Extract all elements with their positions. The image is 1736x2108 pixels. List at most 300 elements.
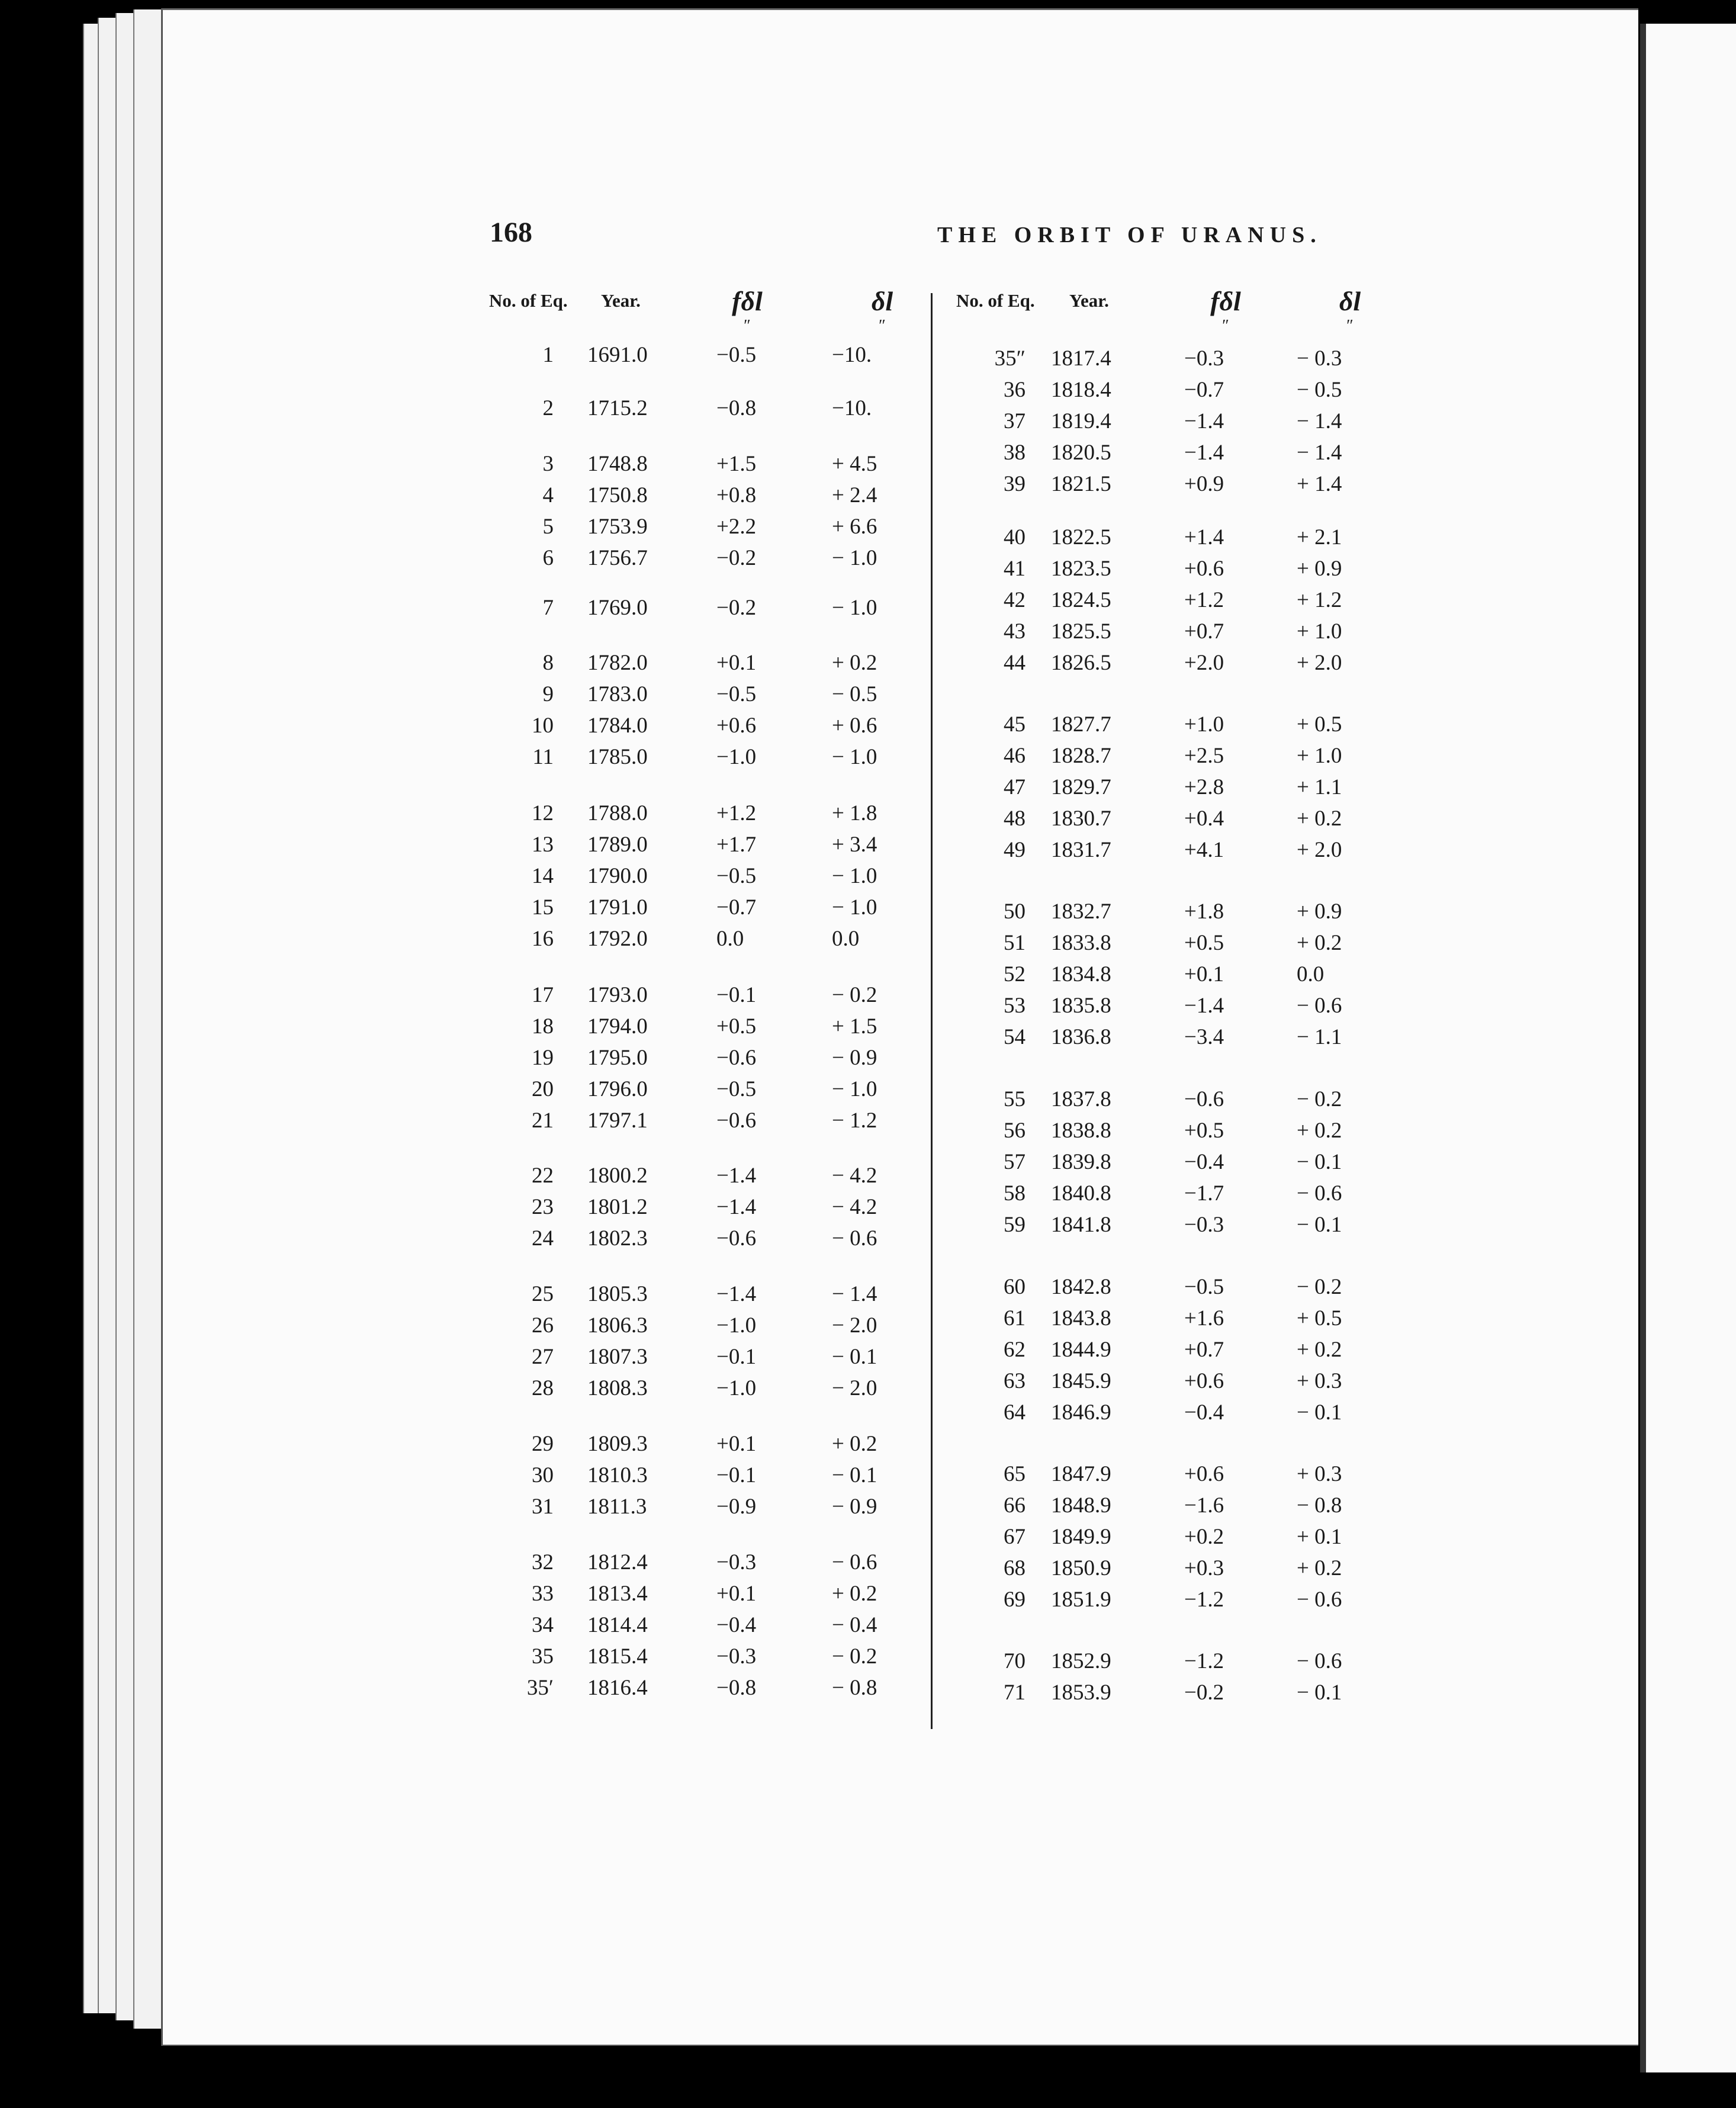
delta-l-cell: + 3.4 bbox=[832, 833, 877, 857]
delta-l-cell: + 0.2 bbox=[1297, 806, 1342, 831]
f-delta-l-cell: +0.3 bbox=[1184, 1556, 1224, 1580]
f-delta-l-cell: −0.1 bbox=[716, 983, 757, 1007]
eq-number-cell: 33 bbox=[532, 1582, 554, 1606]
eq-number-cell: 19 bbox=[532, 1046, 554, 1070]
delta-l-cell: + 0.1 bbox=[1297, 1525, 1342, 1549]
delta-l-cell: + 1.5 bbox=[832, 1014, 877, 1039]
year-cell: 1801.2 bbox=[587, 1195, 648, 1219]
year-cell: 1811.3 bbox=[587, 1495, 647, 1519]
f-delta-l-cell: −0.6 bbox=[1184, 1087, 1224, 1111]
year-cell: 1844.9 bbox=[1051, 1338, 1111, 1362]
eq-number-cell: 52 bbox=[1004, 962, 1025, 986]
f-delta-l-cell: +0.8 bbox=[716, 483, 757, 507]
delta-l-cell: + 0.5 bbox=[1297, 712, 1342, 737]
f-delta-l-cell: −0.5 bbox=[716, 343, 757, 367]
page-header bbox=[329, 216, 1335, 258]
f-delta-l-cell: +1.6 bbox=[1184, 1306, 1224, 1331]
f-delta-l-cell: −0.2 bbox=[1184, 1680, 1224, 1705]
delta-l-cell: −10. bbox=[832, 343, 872, 367]
f-delta-l-cell: +1.7 bbox=[716, 833, 757, 857]
delta-l-cell: + 4.5 bbox=[832, 452, 877, 476]
eq-number-cell: 48 bbox=[1004, 806, 1025, 831]
delta-l-cell: − 1.1 bbox=[1297, 1025, 1342, 1049]
year-cell: 1807.3 bbox=[587, 1345, 648, 1369]
year-cell: 1782.0 bbox=[587, 651, 648, 675]
eq-number-cell: 40 bbox=[1004, 525, 1025, 550]
delta-l-cell: − 1.2 bbox=[832, 1108, 877, 1133]
eq-number-cell: 32 bbox=[532, 1550, 554, 1574]
f-delta-l-cell: −1.4 bbox=[716, 1195, 757, 1219]
eq-number-cell: 64 bbox=[1004, 1400, 1025, 1425]
eq-number-cell: 37 bbox=[1004, 409, 1025, 433]
delta-l-cell: + 0.3 bbox=[1297, 1462, 1342, 1486]
eq-number-cell: 50 bbox=[1004, 899, 1025, 924]
f-delta-l-cell: −0.3 bbox=[716, 1644, 757, 1669]
eq-number-cell: 56 bbox=[1004, 1119, 1025, 1143]
delta-l-cell: + 0.5 bbox=[1297, 1306, 1342, 1331]
f-delta-l-cell: +0.6 bbox=[716, 714, 757, 738]
f-delta-l-cell: −1.2 bbox=[1184, 1649, 1224, 1673]
year-cell: 1832.7 bbox=[1051, 899, 1111, 924]
delta-l-cell: − 1.4 bbox=[1297, 409, 1342, 433]
delta-l-cell: − 0.6 bbox=[1297, 994, 1342, 1018]
f-delta-l-cell: −0.7 bbox=[1184, 378, 1224, 402]
year-cell: 1826.5 bbox=[1051, 651, 1111, 675]
eq-number-cell: 4 bbox=[542, 483, 554, 507]
year-cell: 1812.4 bbox=[587, 1550, 648, 1574]
delta-l-cell: − 0.1 bbox=[832, 1463, 877, 1487]
year-cell: 1817.4 bbox=[1051, 346, 1111, 371]
delta-l-cell: + 1.8 bbox=[832, 801, 877, 825]
f-delta-l-cell: +0.5 bbox=[1184, 1119, 1224, 1143]
delta-l-cell: + 1.1 bbox=[1297, 775, 1342, 799]
eq-number-cell: 20 bbox=[532, 1077, 554, 1101]
eq-number-cell: 67 bbox=[1004, 1525, 1025, 1549]
delta-l-cell: + 6.6 bbox=[832, 515, 877, 539]
eq-number-cell: 17 bbox=[532, 983, 554, 1007]
eq-number-cell: 42 bbox=[1004, 588, 1025, 612]
header-year: Year. bbox=[601, 290, 641, 311]
year-cell: 1830.7 bbox=[1051, 806, 1111, 831]
eq-number-cell: 23 bbox=[532, 1195, 554, 1219]
f-delta-l-cell: −0.1 bbox=[716, 1463, 757, 1487]
delta-l-cell: − 0.2 bbox=[832, 983, 877, 1007]
eq-number-cell: 16 bbox=[532, 927, 554, 951]
eq-number-cell: 66 bbox=[1004, 1493, 1025, 1518]
f-delta-l-cell: −1.6 bbox=[1184, 1493, 1224, 1518]
seconds-mark: ″ bbox=[1346, 317, 1354, 335]
f-delta-l-cell: +0.1 bbox=[1184, 962, 1224, 986]
year-cell: 1841.8 bbox=[1051, 1213, 1111, 1237]
f-delta-l-cell: +1.2 bbox=[1184, 588, 1224, 612]
delta-l-cell: − 0.6 bbox=[1297, 1181, 1342, 1206]
year-cell: 1838.8 bbox=[1051, 1119, 1111, 1143]
eq-number-cell: 44 bbox=[1004, 651, 1025, 675]
f-delta-l-cell: +0.5 bbox=[716, 1014, 757, 1039]
f-delta-l-cell: +1.2 bbox=[716, 801, 757, 825]
eq-number-cell: 47 bbox=[1004, 775, 1025, 799]
delta-l-cell: − 1.0 bbox=[832, 596, 877, 620]
year-cell: 1828.7 bbox=[1051, 744, 1111, 768]
delta-l-cell: − 1.4 bbox=[1297, 441, 1342, 465]
year-cell: 1791.0 bbox=[587, 895, 648, 920]
facing-page-edge bbox=[1640, 24, 1736, 2072]
f-delta-l-cell: −0.4 bbox=[1184, 1150, 1224, 1174]
f-delta-l-cell: −0.5 bbox=[1184, 1275, 1224, 1299]
eq-number-cell: 6 bbox=[542, 546, 554, 570]
delta-l-cell: − 0.5 bbox=[1297, 378, 1342, 402]
f-delta-l-cell: +0.6 bbox=[1184, 557, 1224, 581]
year-cell: 1809.3 bbox=[587, 1432, 648, 1456]
year-cell: 1815.4 bbox=[587, 1644, 648, 1669]
f-delta-l-cell: −0.8 bbox=[716, 396, 757, 420]
eq-number-cell: 45 bbox=[1004, 712, 1025, 737]
header-f-delta-l: fδl bbox=[732, 286, 763, 316]
year-cell: 1800.2 bbox=[587, 1164, 648, 1188]
delta-l-cell: − 0.6 bbox=[832, 1226, 877, 1251]
year-cell: 1813.4 bbox=[587, 1582, 648, 1606]
year-cell: 1794.0 bbox=[587, 1014, 648, 1039]
delta-l-cell: − 1.0 bbox=[832, 864, 877, 888]
year-cell: 1808.3 bbox=[587, 1376, 648, 1400]
header-no-of-eq: No. of Eq. bbox=[489, 290, 568, 311]
f-delta-l-cell: −1.4 bbox=[716, 1282, 757, 1306]
year-cell: 1788.0 bbox=[587, 801, 648, 825]
year-cell: 1821.5 bbox=[1051, 472, 1111, 496]
eq-number-cell: 41 bbox=[1004, 557, 1025, 581]
delta-l-cell: − 0.1 bbox=[1297, 1150, 1342, 1174]
year-cell: 1750.8 bbox=[587, 483, 648, 507]
delta-l-cell: 0.0 bbox=[832, 927, 860, 951]
year-cell: 1802.3 bbox=[587, 1226, 648, 1251]
column-divider bbox=[931, 293, 933, 1729]
year-cell: 1851.9 bbox=[1051, 1588, 1111, 1612]
page-number: 168 bbox=[490, 217, 532, 248]
f-delta-l-cell: −0.2 bbox=[716, 546, 757, 570]
eq-number-cell: 61 bbox=[1004, 1306, 1025, 1331]
eq-number-cell: 12 bbox=[532, 801, 554, 825]
year-cell: 1715.2 bbox=[587, 396, 648, 420]
year-cell: 1827.7 bbox=[1051, 712, 1111, 737]
year-cell: 1691.0 bbox=[587, 343, 648, 367]
eq-number-cell: 60 bbox=[1004, 1275, 1025, 1299]
eq-number-cell: 53 bbox=[1004, 994, 1025, 1018]
year-cell: 1795.0 bbox=[587, 1046, 648, 1070]
eq-number-cell: 26 bbox=[532, 1313, 554, 1338]
f-delta-l-cell: −1.4 bbox=[1184, 409, 1224, 433]
f-delta-l-cell: +2.2 bbox=[716, 515, 757, 539]
eq-number-cell: 34 bbox=[532, 1613, 554, 1637]
f-delta-l-cell: +2.0 bbox=[1184, 651, 1224, 675]
f-delta-l-cell: −0.4 bbox=[1184, 1400, 1224, 1425]
delta-l-cell: − 0.8 bbox=[1297, 1493, 1342, 1518]
delta-l-cell: − 0.6 bbox=[1297, 1588, 1342, 1612]
header-no-of-eq: No. of Eq. bbox=[956, 290, 1035, 311]
eq-number-cell: 69 bbox=[1004, 1588, 1025, 1612]
delta-l-cell: + 0.2 bbox=[832, 1432, 877, 1456]
eq-number-cell: 71 bbox=[1004, 1680, 1025, 1705]
year-cell: 1819.4 bbox=[1051, 409, 1111, 433]
eq-number-cell: 35 bbox=[532, 1644, 554, 1669]
delta-l-cell: − 0.6 bbox=[1297, 1649, 1342, 1673]
eq-number-cell: 62 bbox=[1004, 1338, 1025, 1362]
f-delta-l-cell: −1.0 bbox=[716, 745, 757, 769]
f-delta-l-cell: −0.3 bbox=[1184, 346, 1224, 371]
year-cell: 1785.0 bbox=[587, 745, 648, 769]
delta-l-cell: + 0.9 bbox=[1297, 899, 1342, 924]
delta-l-cell: + 0.2 bbox=[1297, 1556, 1342, 1580]
f-delta-l-cell: +0.7 bbox=[1184, 1338, 1224, 1362]
eq-number-cell: 5 bbox=[542, 515, 554, 539]
delta-l-cell: + 1.4 bbox=[1297, 472, 1342, 496]
eq-number-cell: 46 bbox=[1004, 744, 1025, 768]
year-cell: 1814.4 bbox=[587, 1613, 648, 1637]
f-delta-l-cell: −0.4 bbox=[716, 1613, 757, 1637]
year-cell: 1824.5 bbox=[1051, 588, 1111, 612]
eq-number-cell: 49 bbox=[1004, 838, 1025, 862]
header-delta-l: δl bbox=[871, 286, 893, 316]
delta-l-cell: + 0.9 bbox=[1297, 557, 1342, 581]
seconds-mark: ″ bbox=[879, 317, 886, 335]
delta-l-cell: − 0.8 bbox=[832, 1676, 877, 1700]
year-cell: 1789.0 bbox=[587, 833, 648, 857]
delta-l-cell: + 2.1 bbox=[1297, 525, 1342, 550]
eq-number-cell: 28 bbox=[532, 1376, 554, 1400]
f-delta-l-cell: −0.2 bbox=[716, 596, 757, 620]
f-delta-l-cell: +1.0 bbox=[1184, 712, 1224, 737]
f-delta-l-cell: +1.8 bbox=[1184, 899, 1224, 924]
year-cell: 1822.5 bbox=[1051, 525, 1111, 550]
delta-l-cell: − 0.1 bbox=[1297, 1213, 1342, 1237]
eq-number-cell: 3 bbox=[542, 452, 554, 476]
eq-number-cell: 25 bbox=[532, 1282, 554, 1306]
year-cell: 1839.8 bbox=[1051, 1150, 1111, 1174]
delta-l-cell: + 0.6 bbox=[832, 714, 877, 738]
year-cell: 1753.9 bbox=[587, 515, 648, 539]
f-delta-l-cell: −0.5 bbox=[716, 1077, 757, 1101]
eq-number-cell: 58 bbox=[1004, 1181, 1025, 1206]
f-delta-l-cell: −0.6 bbox=[716, 1046, 757, 1070]
eq-number-cell: 65 bbox=[1004, 1462, 1025, 1486]
running-title: THE ORBIT OF URANUS. bbox=[937, 223, 1322, 248]
delta-l-cell: + 0.2 bbox=[832, 1582, 877, 1606]
f-delta-l-cell: −0.3 bbox=[1184, 1213, 1224, 1237]
f-delta-l-cell: −1.0 bbox=[716, 1313, 757, 1338]
delta-l-cell: − 0.1 bbox=[1297, 1680, 1342, 1705]
delta-l-cell: − 2.0 bbox=[832, 1313, 877, 1338]
year-cell: 1835.8 bbox=[1051, 994, 1111, 1018]
eq-number-cell: 10 bbox=[532, 714, 554, 738]
year-cell: 1818.4 bbox=[1051, 378, 1111, 402]
f-delta-l-cell: +1.5 bbox=[716, 452, 757, 476]
year-cell: 1845.9 bbox=[1051, 1369, 1111, 1393]
f-delta-l-cell: +0.4 bbox=[1184, 806, 1224, 831]
year-cell: 1847.9 bbox=[1051, 1462, 1111, 1486]
f-delta-l-cell: +0.7 bbox=[1184, 619, 1224, 644]
eq-number-cell: 2 bbox=[542, 396, 554, 420]
year-cell: 1796.0 bbox=[587, 1077, 648, 1101]
delta-l-cell: − 0.5 bbox=[832, 682, 877, 706]
year-cell: 1829.7 bbox=[1051, 775, 1111, 799]
eq-number-cell: 21 bbox=[532, 1108, 554, 1133]
delta-l-cell: + 2.4 bbox=[832, 483, 877, 507]
eq-number-cell: 55 bbox=[1004, 1087, 1025, 1111]
delta-l-cell: − 4.2 bbox=[832, 1164, 877, 1188]
delta-l-cell: + 1.2 bbox=[1297, 588, 1342, 612]
delta-l-cell: − 1.0 bbox=[832, 745, 877, 769]
f-delta-l-cell: +0.2 bbox=[1184, 1525, 1224, 1549]
f-delta-l-cell: −1.7 bbox=[1184, 1181, 1224, 1206]
eq-number-cell: 14 bbox=[532, 864, 554, 888]
eq-number-cell: 35″ bbox=[994, 346, 1025, 371]
eq-number-cell: 70 bbox=[1004, 1649, 1025, 1673]
header-f-delta-l: fδl bbox=[1210, 286, 1241, 316]
f-delta-l-cell: −0.6 bbox=[716, 1108, 757, 1133]
year-cell: 1837.8 bbox=[1051, 1087, 1111, 1111]
eq-number-cell: 30 bbox=[532, 1463, 554, 1487]
year-cell: 1784.0 bbox=[587, 714, 648, 738]
seconds-mark: ″ bbox=[744, 317, 751, 335]
eq-number-cell: 59 bbox=[1004, 1213, 1025, 1237]
delta-l-cell: − 0.1 bbox=[832, 1345, 877, 1369]
f-delta-l-cell: −1.4 bbox=[716, 1164, 757, 1188]
f-delta-l-cell: +2.5 bbox=[1184, 744, 1224, 768]
year-cell: 1790.0 bbox=[587, 864, 648, 888]
f-delta-l-cell: −0.8 bbox=[716, 1676, 757, 1700]
delta-l-cell: − 0.2 bbox=[1297, 1275, 1342, 1299]
year-cell: 1756.7 bbox=[587, 546, 648, 570]
f-delta-l-cell: −0.6 bbox=[716, 1226, 757, 1251]
delta-l-cell: + 2.0 bbox=[1297, 651, 1342, 675]
year-cell: 1840.8 bbox=[1051, 1181, 1111, 1206]
delta-l-cell: − 0.9 bbox=[832, 1046, 877, 1070]
eq-number-cell: 68 bbox=[1004, 1556, 1025, 1580]
year-cell: 1816.4 bbox=[587, 1676, 648, 1700]
delta-l-cell: − 0.3 bbox=[1297, 346, 1342, 371]
header-year: Year. bbox=[1069, 290, 1109, 311]
year-cell: 1792.0 bbox=[587, 927, 648, 951]
f-delta-l-cell: −3.4 bbox=[1184, 1025, 1224, 1049]
delta-l-cell: 0.0 bbox=[1297, 962, 1324, 986]
delta-l-cell: − 0.9 bbox=[832, 1495, 877, 1519]
year-cell: 1805.3 bbox=[587, 1282, 648, 1306]
f-delta-l-cell: +2.8 bbox=[1184, 775, 1224, 799]
year-cell: 1820.5 bbox=[1051, 441, 1111, 465]
eq-number-cell: 11 bbox=[532, 745, 554, 769]
delta-l-cell: − 0.6 bbox=[832, 1550, 877, 1574]
eq-number-cell: 8 bbox=[542, 651, 554, 675]
delta-l-cell: + 0.2 bbox=[1297, 931, 1342, 955]
delta-l-cell: − 0.2 bbox=[1297, 1087, 1342, 1111]
f-delta-l-cell: −0.1 bbox=[716, 1345, 757, 1369]
year-cell: 1843.8 bbox=[1051, 1306, 1111, 1331]
year-cell: 1846.9 bbox=[1051, 1400, 1111, 1425]
eq-number-cell: 22 bbox=[532, 1164, 554, 1188]
delta-l-cell: + 0.3 bbox=[1297, 1369, 1342, 1393]
f-delta-l-cell: +0.1 bbox=[716, 1432, 757, 1456]
year-cell: 1842.8 bbox=[1051, 1275, 1111, 1299]
delta-l-cell: + 1.0 bbox=[1297, 744, 1342, 768]
f-delta-l-cell: −1.2 bbox=[1184, 1588, 1224, 1612]
year-cell: 1823.5 bbox=[1051, 557, 1111, 581]
delta-l-cell: − 0.1 bbox=[1297, 1400, 1342, 1425]
year-cell: 1848.9 bbox=[1051, 1493, 1111, 1518]
seconds-mark: ″ bbox=[1222, 317, 1229, 335]
eq-number-cell: 7 bbox=[542, 596, 554, 620]
eq-number-cell: 18 bbox=[532, 1014, 554, 1039]
f-delta-l-cell: −0.7 bbox=[716, 895, 757, 920]
year-cell: 1793.0 bbox=[587, 983, 648, 1007]
eq-number-cell: 15 bbox=[532, 895, 554, 920]
delta-l-cell: + 0.2 bbox=[1297, 1119, 1342, 1143]
f-delta-l-cell: +4.1 bbox=[1184, 838, 1224, 862]
eq-number-cell: 57 bbox=[1004, 1150, 1025, 1174]
eq-number-cell: 36 bbox=[1004, 378, 1025, 402]
f-delta-l-cell: −0.5 bbox=[716, 682, 757, 706]
year-cell: 1797.1 bbox=[587, 1108, 648, 1133]
f-delta-l-cell: 0.0 bbox=[716, 927, 744, 951]
f-delta-l-cell: +0.5 bbox=[1184, 931, 1224, 955]
year-cell: 1850.9 bbox=[1051, 1556, 1111, 1580]
delta-l-cell: − 4.2 bbox=[832, 1195, 877, 1219]
eq-number-cell: 31 bbox=[532, 1495, 554, 1519]
eq-number-cell: 54 bbox=[1004, 1025, 1025, 1049]
year-cell: 1834.8 bbox=[1051, 962, 1111, 986]
eq-number-cell: 27 bbox=[532, 1345, 554, 1369]
delta-l-cell: + 0.2 bbox=[1297, 1338, 1342, 1362]
delta-l-cell: + 1.0 bbox=[1297, 619, 1342, 644]
delta-l-cell: −10. bbox=[832, 396, 872, 420]
eq-number-cell: 51 bbox=[1004, 931, 1025, 955]
delta-l-cell: − 1.4 bbox=[832, 1282, 877, 1306]
f-delta-l-cell: +0.1 bbox=[716, 651, 757, 675]
year-cell: 1748.8 bbox=[587, 452, 648, 476]
year-cell: 1825.5 bbox=[1051, 619, 1111, 644]
delta-l-cell: + 2.0 bbox=[1297, 838, 1342, 862]
delta-l-cell: − 1.0 bbox=[832, 895, 877, 920]
year-cell: 1831.7 bbox=[1051, 838, 1111, 862]
delta-l-cell: − 1.0 bbox=[832, 1077, 877, 1101]
eq-number-cell: 24 bbox=[532, 1226, 554, 1251]
year-cell: 1769.0 bbox=[587, 596, 648, 620]
f-delta-l-cell: +0.1 bbox=[716, 1582, 757, 1606]
year-cell: 1852.9 bbox=[1051, 1649, 1111, 1673]
year-cell: 1833.8 bbox=[1051, 931, 1111, 955]
f-delta-l-cell: +1.4 bbox=[1184, 525, 1224, 550]
eq-number-cell: 13 bbox=[532, 833, 554, 857]
f-delta-l-cell: +0.6 bbox=[1184, 1462, 1224, 1486]
year-cell: 1783.0 bbox=[587, 682, 648, 706]
f-delta-l-cell: +0.9 bbox=[1184, 472, 1224, 496]
eq-number-cell: 9 bbox=[542, 682, 554, 706]
eq-number-cell: 35′ bbox=[526, 1676, 554, 1700]
delta-l-cell: + 0.2 bbox=[832, 651, 877, 675]
f-delta-l-cell: −1.0 bbox=[716, 1376, 757, 1400]
delta-l-cell: − 0.4 bbox=[832, 1613, 877, 1637]
year-cell: 1810.3 bbox=[587, 1463, 648, 1487]
f-delta-l-cell: −1.4 bbox=[1184, 441, 1224, 465]
f-delta-l-cell: −0.9 bbox=[716, 1495, 757, 1519]
f-delta-l-cell: −1.4 bbox=[1184, 994, 1224, 1018]
delta-l-cell: − 0.2 bbox=[832, 1644, 877, 1669]
f-delta-l-cell: +0.6 bbox=[1184, 1369, 1224, 1393]
year-cell: 1806.3 bbox=[587, 1313, 648, 1338]
year-cell: 1853.9 bbox=[1051, 1680, 1111, 1705]
delta-l-cell: − 2.0 bbox=[832, 1376, 877, 1400]
eq-number-cell: 39 bbox=[1004, 472, 1025, 496]
eq-number-cell: 63 bbox=[1004, 1369, 1025, 1393]
eq-number-cell: 29 bbox=[532, 1432, 554, 1456]
